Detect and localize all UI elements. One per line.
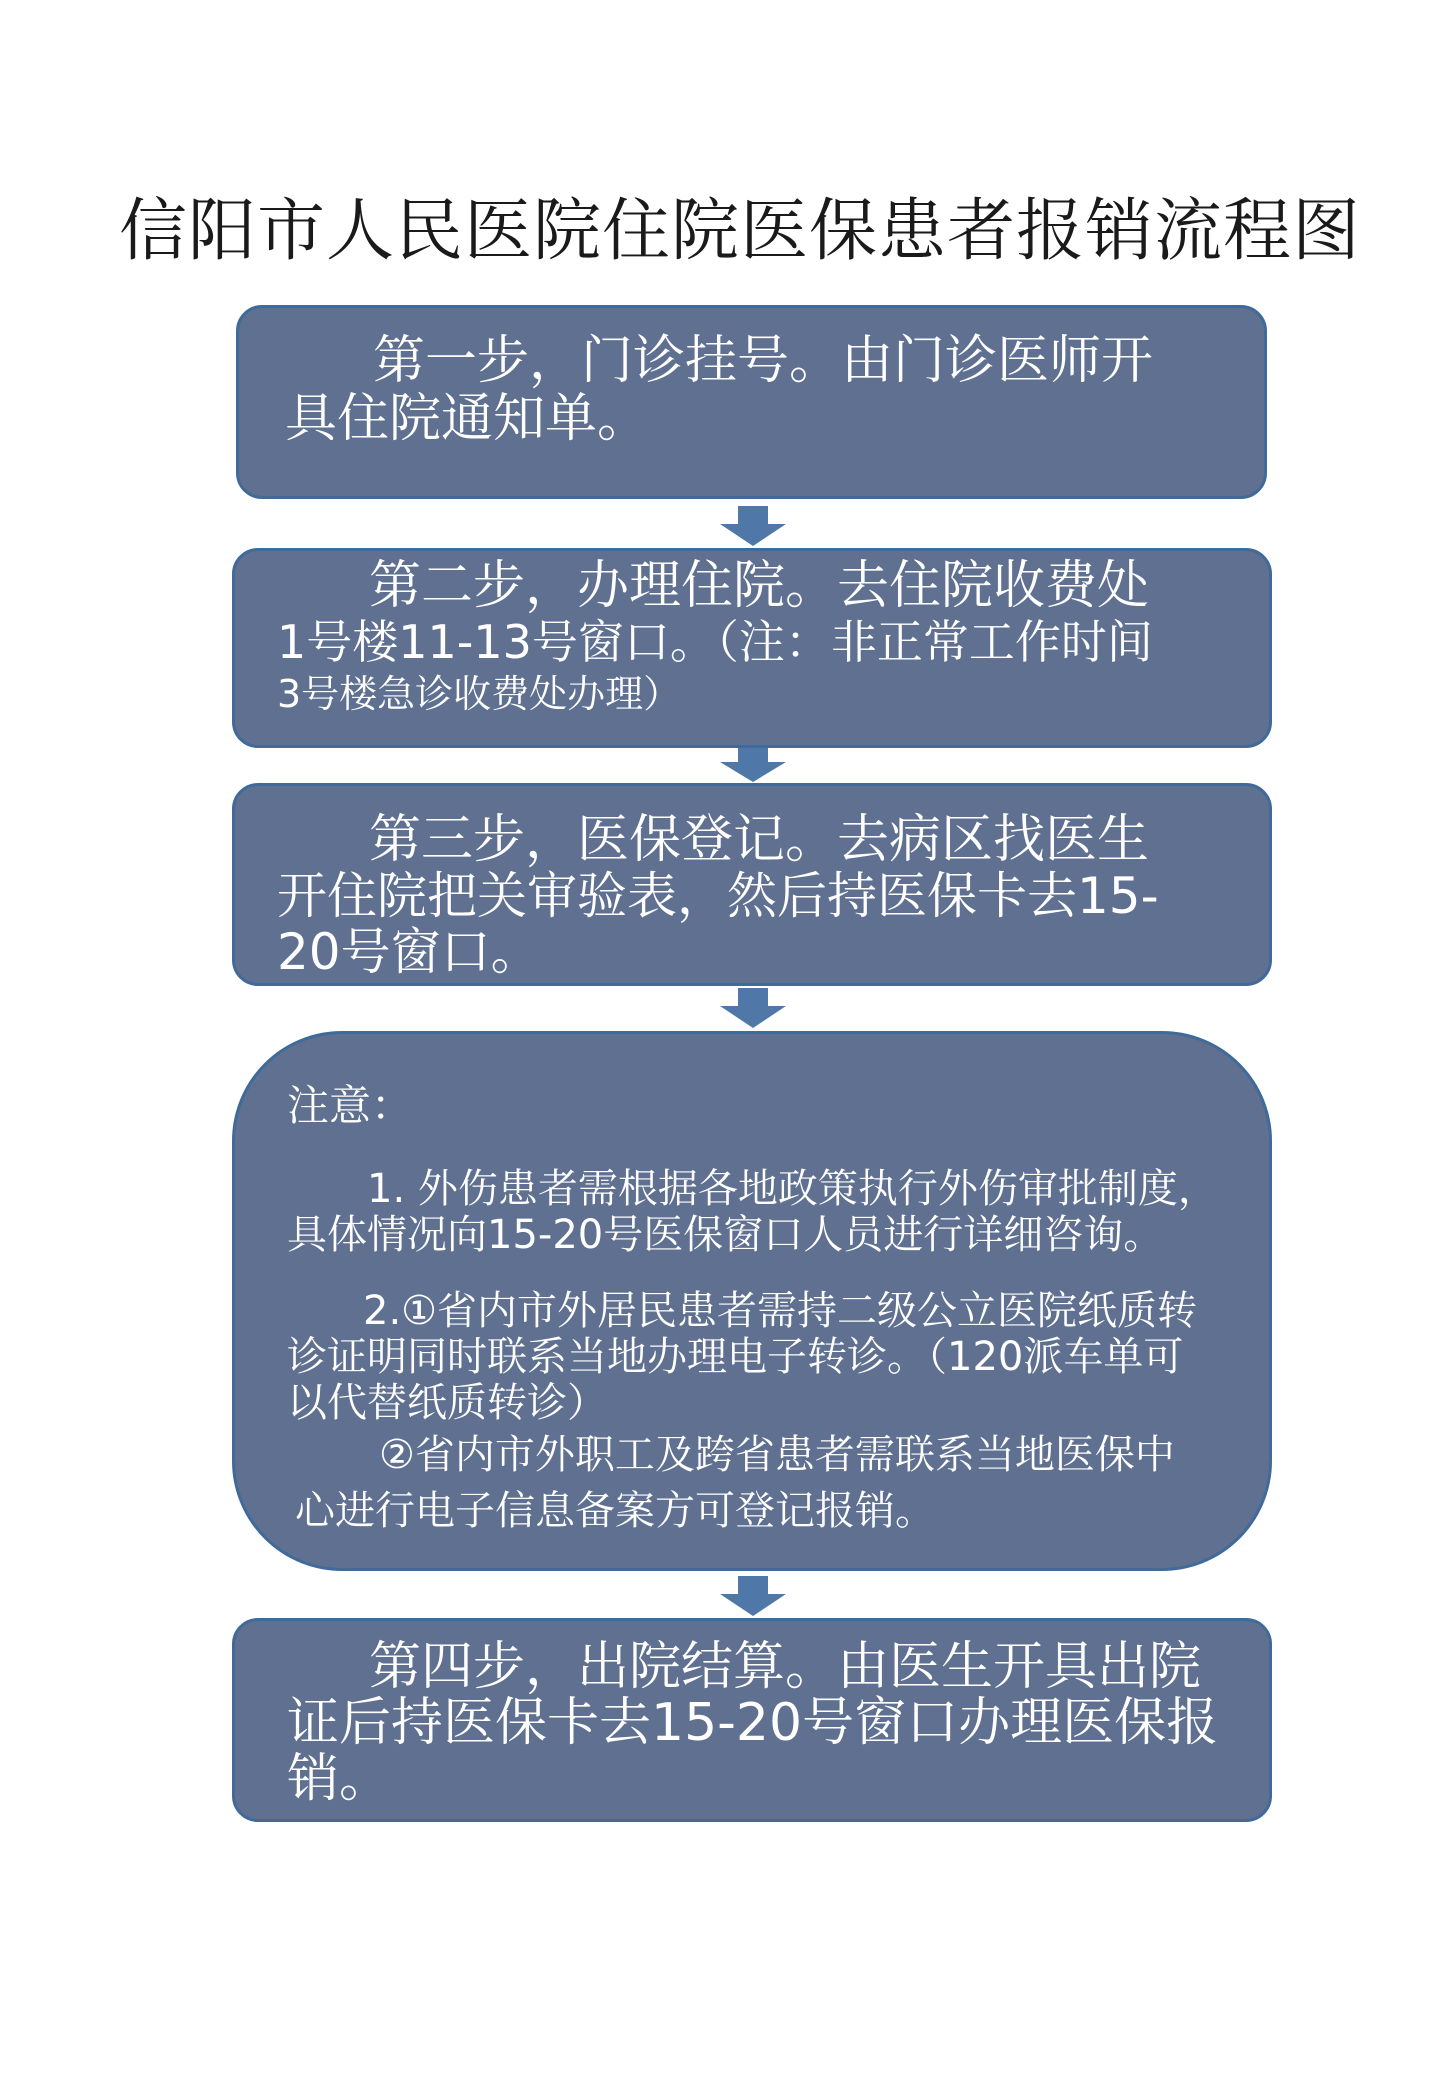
step2-line2: 1号楼11-13号窗口。（注：非正常工作时间 bbox=[277, 615, 1153, 669]
step2-box bbox=[232, 548, 1272, 748]
step1-line2: 具住院通知单。 bbox=[285, 389, 650, 449]
step1-box bbox=[236, 305, 1267, 499]
notice-item1-line1: 1. 外伤患者需根据各地政策执行外伤审批制度， bbox=[367, 1166, 1218, 1212]
notice-item3-line2: 心进行电子信息备案方可登记报销。 bbox=[295, 1488, 935, 1534]
arrow-down-icon bbox=[720, 988, 786, 1028]
notice-item3-line1: ②省内市外职工及跨省患者需联系当地医保中 bbox=[379, 1432, 1175, 1478]
arrow-down-icon bbox=[720, 1576, 786, 1616]
step4-line3: 销。 bbox=[287, 1749, 392, 1809]
page-title: 信阳市人民医院住院医保患者报销流程图 bbox=[118, 192, 1361, 271]
step2-line3: 3号楼急诊收费处办理） bbox=[277, 672, 682, 716]
step1-line1: 第一步，门诊挂号。由门诊医师开 bbox=[373, 331, 1154, 391]
step2-line1: 第二步，办理住院。去住院收费处 bbox=[369, 556, 1150, 616]
arrow-down-icon bbox=[720, 506, 786, 546]
arrow-down-icon bbox=[720, 748, 786, 788]
notice-heading: 注意： bbox=[287, 1081, 414, 1130]
step3-line3: 20号窗口。 bbox=[277, 923, 541, 981]
step4-line2: 证后持医保卡去15-20号窗口办理医保报 bbox=[287, 1693, 1219, 1753]
step3-line1: 第三步，医保登记。去病区找医生 bbox=[369, 810, 1150, 870]
notice-item2-line2: 诊证明同时联系当地办理电子转诊。（120派车单可 bbox=[287, 1334, 1184, 1380]
step3-line2: 开住院把关审验表，然后持医保卡去15- bbox=[277, 867, 1159, 925]
notice-item2-line1: 2.①省内市外居民患者需持二级公立医院纸质转 bbox=[363, 1288, 1198, 1334]
notice-item1-line2: 具体情况向15-20号医保窗口人员进行详细咨询。 bbox=[287, 1212, 1164, 1258]
step4-box bbox=[232, 1618, 1272, 1822]
notice-item2-line3: 以代替纸质转诊） bbox=[287, 1380, 607, 1426]
step3-box bbox=[232, 783, 1272, 986]
notice-box bbox=[232, 1031, 1272, 1571]
step4-line1: 第四步，出院结算。由医生开具出院 bbox=[369, 1637, 1202, 1697]
